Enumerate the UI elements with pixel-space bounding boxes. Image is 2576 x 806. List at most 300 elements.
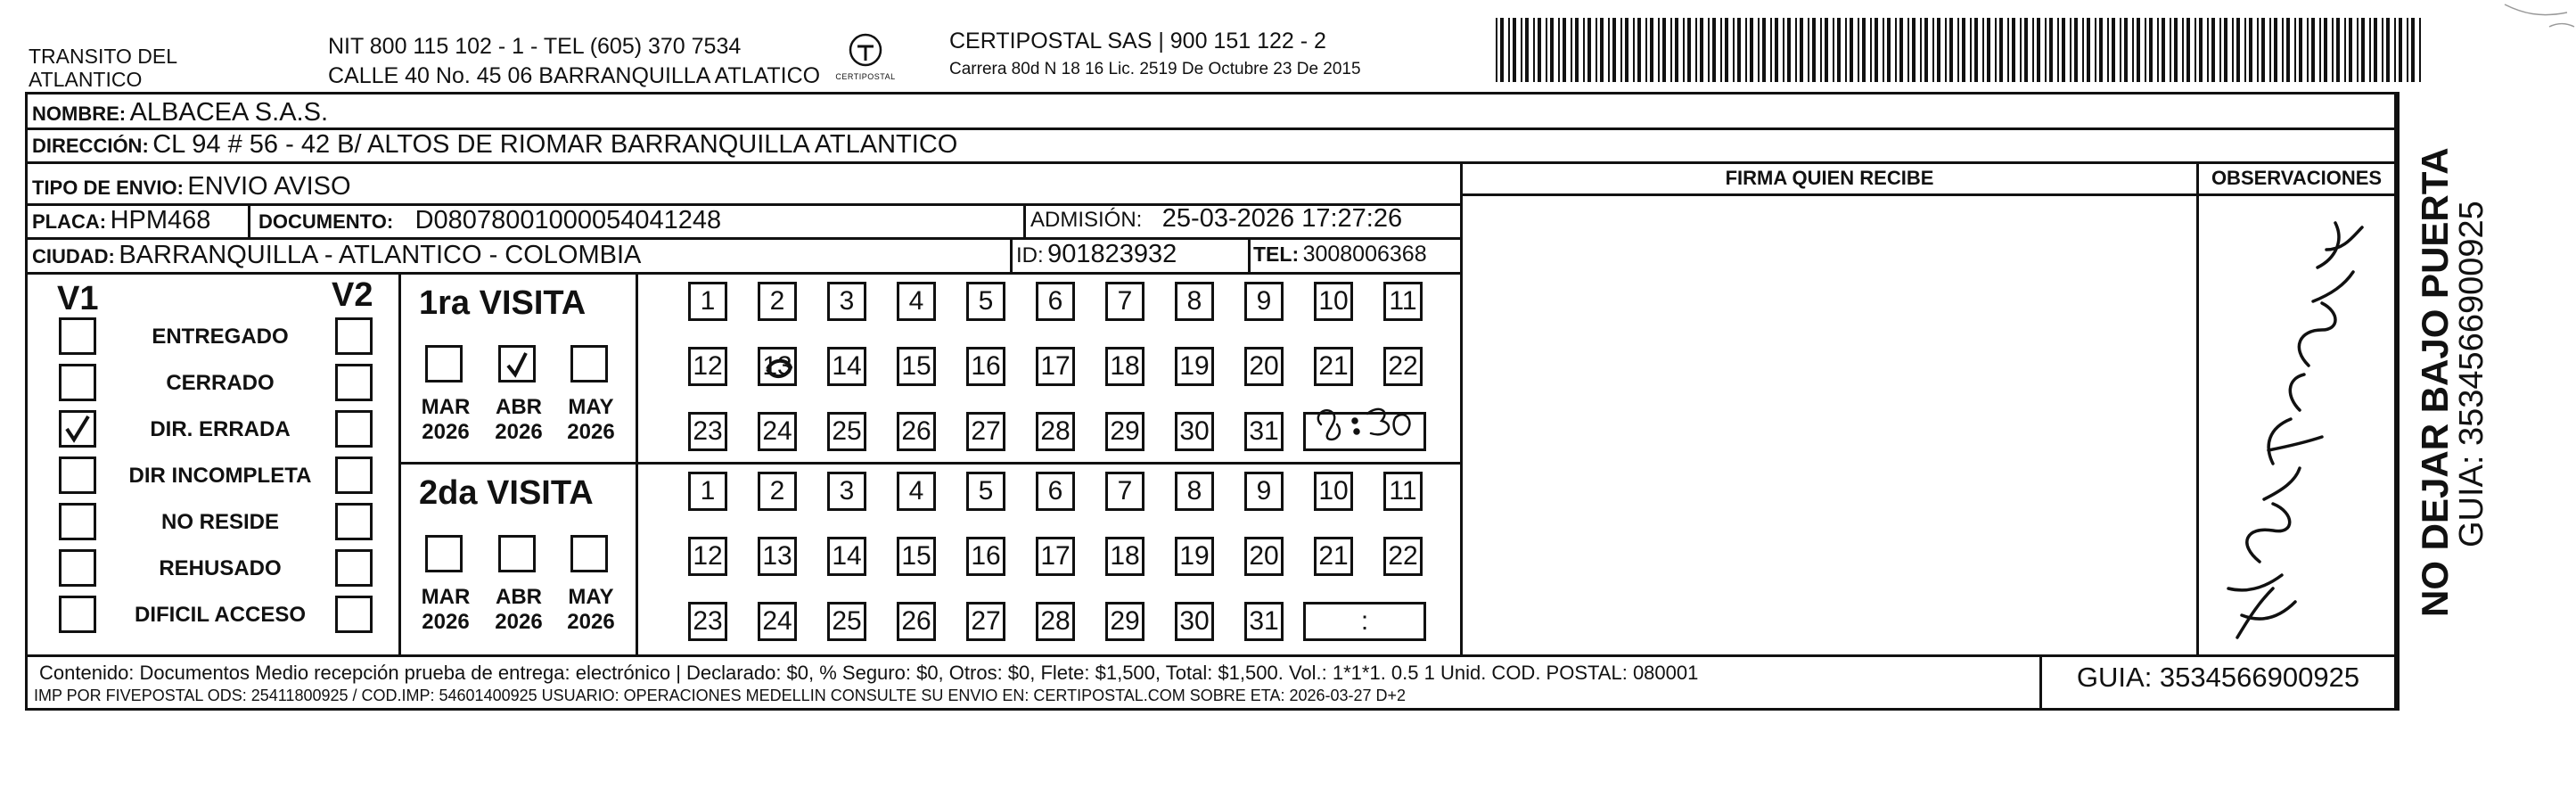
v1-checkbox[interactable] xyxy=(59,549,96,587)
barcode xyxy=(1496,18,2432,82)
barcode-bar xyxy=(2349,18,2352,82)
day-box[interactable]: 2 xyxy=(758,472,797,511)
barcode-bar xyxy=(2132,18,2134,82)
footer-print-line: IMP POR FIVEPOSTAL ODS: 25411800925 / COD.IMP: 54601400925 USUARIO: OPERACIONES MEDELLIN CONSULTE SU ENVIO EN: CERTIPOSTAL.COM SOBRE ETA: 2026-03-27 D+2 xyxy=(34,687,1407,704)
barcode-bar xyxy=(1762,18,1766,82)
barcode-bar xyxy=(1600,18,1604,82)
barcode-bar xyxy=(1887,18,1891,82)
barcode-bar xyxy=(1820,18,1822,82)
barcode-bar xyxy=(1800,18,1803,82)
day-box[interactable]: 14 xyxy=(827,537,866,576)
day-box[interactable]: 15 xyxy=(897,347,936,386)
barcode-bar xyxy=(2232,18,2234,82)
document-value: D08078001000054041248 xyxy=(414,206,722,234)
barcode-bar xyxy=(2149,18,2153,82)
day-box[interactable]: 9 xyxy=(1244,282,1284,321)
sender-name xyxy=(29,45,177,91)
month-label xyxy=(413,585,479,635)
day-box[interactable]: 5 xyxy=(966,472,1005,511)
day-box[interactable]: 18 xyxy=(1105,347,1144,386)
barcode-bar xyxy=(2012,18,2015,82)
day-box[interactable]: 30 xyxy=(1175,602,1214,641)
v2-checkbox[interactable] xyxy=(335,549,373,587)
checkmark-icon xyxy=(501,348,533,380)
barcode-bar xyxy=(2195,18,2196,82)
tel-field xyxy=(1253,242,1427,267)
recipient-address-label: DIRECCIÓN: xyxy=(32,135,149,157)
barcode-bar xyxy=(1907,18,1909,82)
day-box[interactable] xyxy=(758,347,797,386)
barcode-bar xyxy=(1949,18,1953,82)
tel-value: 3008006368 xyxy=(1302,242,1427,267)
reason-label: CERRADO xyxy=(166,371,275,395)
day-box[interactable]: 16 xyxy=(966,537,1005,576)
v2-checkbox[interactable] xyxy=(335,456,373,494)
day-box[interactable]: 17 xyxy=(1036,347,1075,386)
barcode-bar xyxy=(1945,18,1947,82)
day-box[interactable]: 22 xyxy=(1383,347,1423,386)
barcode-bar xyxy=(2224,18,2227,82)
barcode-bar xyxy=(1812,18,1816,82)
barcode-bar xyxy=(2095,18,2096,82)
v1-label: V1 xyxy=(57,280,99,317)
barcode-bar xyxy=(2120,18,2121,82)
shipping-type-label: TIPO DE ENVIO: xyxy=(32,177,184,199)
barcode-bar xyxy=(1957,18,1959,82)
barcode-bar xyxy=(1850,18,1853,82)
barcode-bar xyxy=(2344,18,2346,82)
id-field xyxy=(1016,240,1177,269)
month-label xyxy=(413,395,479,445)
barcode-bar xyxy=(2236,18,2240,82)
day-mark-icon xyxy=(764,353,794,383)
recipient-name-label: NOMBRE: xyxy=(32,103,127,125)
barcode-bar xyxy=(2186,18,2190,82)
day-box[interactable]: 27 xyxy=(966,602,1005,641)
barcode-bar xyxy=(1662,18,1666,82)
day-box[interactable]: 25 xyxy=(827,412,866,451)
barcode-bar xyxy=(1733,18,1735,82)
barcode-bar xyxy=(2269,18,2271,82)
day-box[interactable]: 4 xyxy=(897,282,936,321)
time-box[interactable]: : xyxy=(1303,602,1426,641)
day-box[interactable]: 24 xyxy=(758,412,797,451)
barcode-bar xyxy=(1645,18,1647,82)
reason-label: REHUSADO xyxy=(159,556,282,580)
day-box[interactable]: 28 xyxy=(1036,602,1075,641)
month-name: MAR xyxy=(421,585,471,609)
barcode-bar xyxy=(1825,18,1828,82)
barcode-bar xyxy=(1970,18,1972,82)
month-checkbox[interactable] xyxy=(498,345,536,382)
barcode-bar xyxy=(1858,18,1859,82)
barcode-bar xyxy=(1725,18,1728,82)
month-year: 2026 xyxy=(567,420,615,444)
day-box[interactable]: 19 xyxy=(1175,537,1214,576)
barcode-bar xyxy=(2199,18,2203,82)
barcode-bar xyxy=(1932,18,1934,82)
day-box[interactable]: 13 xyxy=(758,537,797,576)
v2-checkbox[interactable] xyxy=(335,410,373,448)
barcode-bar xyxy=(2324,18,2327,82)
barcode-bar xyxy=(2020,18,2022,82)
corner-scribble xyxy=(2496,0,2576,53)
month-name: MAY xyxy=(568,585,614,609)
barcode-bar xyxy=(2182,18,2184,82)
day-box[interactable]: 29 xyxy=(1105,412,1144,451)
month-checkbox[interactable] xyxy=(425,535,463,572)
barcode-bar xyxy=(2099,18,2103,82)
certipostal-logo-icon xyxy=(848,32,883,68)
barcode-bar xyxy=(1999,18,2003,82)
barcode-bar xyxy=(1787,18,1791,82)
barcode-bar xyxy=(1720,18,1722,82)
recipient-name-value: ALBACEA S.A.S. xyxy=(129,98,329,127)
barcode-bar xyxy=(2286,18,2290,82)
barcode-bar xyxy=(2394,18,2396,82)
barcode-bar xyxy=(1546,18,1547,82)
city-label: CIUDAD: xyxy=(32,245,115,267)
barcode-bar xyxy=(1750,18,1753,82)
courier-company: CERTIPOSTAL SAS | 900 151 122 - 2 xyxy=(949,29,1326,53)
admission-field xyxy=(1030,204,1402,234)
day-box[interactable]: 28 xyxy=(1036,412,1075,451)
day-box[interactable]: 9 xyxy=(1244,472,1284,511)
barcode-bar xyxy=(1596,18,1597,82)
barcode-bar xyxy=(2274,18,2277,82)
barcode-bar xyxy=(1513,18,1516,82)
barcode-bar xyxy=(1845,18,1847,82)
v2-checkbox[interactable] xyxy=(335,364,373,401)
barcode-bar xyxy=(1737,18,1741,82)
barcode-bar xyxy=(1571,18,1572,82)
id-value: 901823932 xyxy=(1047,240,1177,268)
day-box[interactable]: 30 xyxy=(1175,412,1214,451)
admission-value: 25-03-2026 17:27:26 xyxy=(1161,204,1403,233)
v1-checkbox[interactable] xyxy=(59,410,96,448)
barcode-bar xyxy=(1563,18,1566,82)
reason-label: DIFICIL ACCESO xyxy=(134,603,306,627)
barcode-bar xyxy=(2211,18,2215,82)
day-box[interactable]: 18 xyxy=(1105,537,1144,576)
barcode-bar xyxy=(2219,18,2221,82)
day-box[interactable]: 3 xyxy=(827,282,866,321)
barcode-bar xyxy=(2261,18,2265,82)
barcode-bar xyxy=(1637,18,1641,82)
barcode-bar xyxy=(2070,18,2071,82)
barcode-bar xyxy=(1758,18,1760,82)
barcode-bar xyxy=(1995,18,1997,82)
barcode-bar xyxy=(2419,18,2421,82)
day-box[interactable]: 22 xyxy=(1383,537,1423,576)
barcode-bar xyxy=(2024,18,2028,82)
barcode-bar xyxy=(2170,18,2171,82)
barcode-bar xyxy=(2037,18,2040,82)
barcode-bar xyxy=(2032,18,2034,82)
footer-content-line: Contenido: Documentos Medio recepción prueba de entrega: electrónico | Declarado: $0, % Seguro: $0, Otros: $0, Flete: $1,500, Total: $1,500. Vol.: 1*1*1. 0.5 1 Unid. COD. POSTAL: 080001 xyxy=(39,662,1699,684)
day-box[interactable]: 2 xyxy=(758,282,797,321)
day-box[interactable]: 7 xyxy=(1105,282,1144,321)
month-name: ABR xyxy=(496,395,542,419)
barcode-bar xyxy=(2087,18,2090,82)
barcode-bar xyxy=(1525,18,1529,82)
barcode-bar xyxy=(1833,18,1834,82)
barcode-bar xyxy=(1608,18,1610,82)
shipping-type-row xyxy=(32,172,351,202)
day-box[interactable]: 16 xyxy=(966,347,1005,386)
day-box[interactable]: 4 xyxy=(897,472,936,511)
barcode-bar xyxy=(1870,18,1872,82)
barcode-bar xyxy=(2107,18,2109,82)
barcode-bar xyxy=(2374,18,2377,82)
recipient-address-value: CL 94 # 56 - 42 B/ ALTOS DE RIOMAR BARRANQUILLA ATLANTICO xyxy=(152,130,958,159)
barcode-bar xyxy=(1974,18,1978,82)
reason-label: DIR. ERRADA xyxy=(150,417,291,441)
courier-info xyxy=(949,29,1361,79)
shipping-type-value: ENVIO AVISO xyxy=(187,172,351,201)
courier-license: Carrera 80d N 18 16 Lic. 2519 De Octubre 23 De 2015 xyxy=(949,60,1361,78)
day-box[interactable]: 29 xyxy=(1105,602,1144,641)
barcode-bar xyxy=(2307,18,2309,82)
day-box[interactable]: 21 xyxy=(1314,347,1353,386)
id-label: ID: xyxy=(1016,243,1044,267)
day-box[interactable]: 8 xyxy=(1175,472,1214,511)
barcode-bar xyxy=(1712,18,1716,82)
reason-label: DIR INCOMPLETA xyxy=(128,464,312,488)
handwritten-time xyxy=(1309,398,1415,444)
barcode-bar xyxy=(2145,18,2146,82)
barcode-bar xyxy=(2319,18,2321,82)
barcode-bar xyxy=(1675,18,1678,82)
day-number: 13 xyxy=(762,351,792,381)
month-checkbox[interactable] xyxy=(570,345,608,382)
plate-value: HPM468 xyxy=(110,206,211,234)
barcode-bar xyxy=(1775,18,1778,82)
month-year: 2026 xyxy=(495,610,543,634)
day-box[interactable]: 31 xyxy=(1244,412,1284,451)
handwritten-observation xyxy=(2211,196,2389,651)
day-box[interactable]: 6 xyxy=(1036,472,1075,511)
month-label xyxy=(486,395,552,445)
reason-label: NO RESIDE xyxy=(160,510,280,534)
barcode-bar xyxy=(1912,18,1916,82)
barcode-bar xyxy=(1795,18,1797,82)
barcode-bar xyxy=(2411,18,2415,82)
sender-name-line2: ATLANTICO xyxy=(29,68,143,91)
city-value: BARRANQUILLA - ATLANTICO - COLOMBIA xyxy=(119,241,642,269)
barcode-bar xyxy=(2336,18,2340,82)
v1-checkbox[interactable] xyxy=(59,364,96,401)
barcode-bar xyxy=(2382,18,2383,82)
sender-name-line1: TRANSITO DEL xyxy=(29,45,177,68)
v1-checkbox[interactable] xyxy=(59,456,96,494)
document-field xyxy=(258,206,721,235)
logo-text: CERTIPOSTAL xyxy=(835,72,896,81)
month-year: 2026 xyxy=(422,420,470,444)
barcode-bar xyxy=(1695,18,1697,82)
day-box[interactable]: 21 xyxy=(1314,537,1353,576)
barcode-bar xyxy=(1895,18,1897,82)
barcode-bar xyxy=(1808,18,1809,82)
day-box[interactable]: 23 xyxy=(688,602,727,641)
day-box[interactable]: 1 xyxy=(688,472,727,511)
day-box[interactable]: 10 xyxy=(1314,472,1353,511)
barcode-bar xyxy=(2332,18,2334,82)
day-box[interactable]: 17 xyxy=(1036,537,1075,576)
barcode-bar xyxy=(2249,18,2252,82)
barcode-bar xyxy=(2174,18,2178,82)
v2-checkbox[interactable] xyxy=(335,596,373,633)
barcode-bar xyxy=(2369,18,2371,82)
month-name: ABR xyxy=(496,585,542,609)
day-box[interactable]: 14 xyxy=(827,347,866,386)
month-checkbox[interactable] xyxy=(425,345,463,382)
barcode-bar xyxy=(1508,18,1510,82)
day-box[interactable]: 7 xyxy=(1105,472,1144,511)
v1-checkbox[interactable] xyxy=(59,503,96,540)
day-box[interactable]: 10 xyxy=(1314,282,1353,321)
barcode-bar xyxy=(1937,18,1940,82)
barcode-bar xyxy=(2162,18,2165,82)
barcode-bar xyxy=(1883,18,1884,82)
barcode-bar xyxy=(1683,18,1685,82)
barcode-bar xyxy=(2007,18,2009,82)
sender-address: CALLE 40 No. 45 06 BARRANQUILLA ATLATICO xyxy=(328,63,821,88)
barcode-bar xyxy=(2294,18,2296,82)
visit-title: 1ra VISITA xyxy=(419,284,587,322)
barcode-bar xyxy=(1899,18,1903,82)
barcode-bar xyxy=(1783,18,1784,82)
day-box[interactable]: 12 xyxy=(688,537,727,576)
barcode-bar xyxy=(1658,18,1660,82)
barcode-bar xyxy=(2157,18,2159,82)
barcode-bar xyxy=(2257,18,2259,82)
admission-label: ADMISIÓN: xyxy=(1030,208,1143,232)
barcode-bar xyxy=(2057,18,2059,82)
month-label xyxy=(558,395,624,445)
barcode-bar xyxy=(2244,18,2246,82)
sender-nit: NIT 800 115 102 - 1 - TEL (605) 370 7534 xyxy=(328,34,742,59)
barcode-bar xyxy=(2082,18,2084,82)
visit-title: 2da VISITA xyxy=(419,474,594,512)
v1-checkbox[interactable] xyxy=(59,317,96,355)
month-checkbox[interactable] xyxy=(498,535,536,572)
barcode-bar xyxy=(1583,18,1585,82)
barcode-bar xyxy=(2207,18,2209,82)
day-box[interactable]: 15 xyxy=(897,537,936,576)
month-year: 2026 xyxy=(422,610,470,634)
barcode-bar xyxy=(1837,18,1841,82)
day-box[interactable]: 20 xyxy=(1244,537,1284,576)
barcode-bar xyxy=(1620,18,1622,82)
barcode-bar xyxy=(2407,18,2408,82)
v1-checkbox[interactable] xyxy=(59,596,96,633)
plate-label: PLACA: xyxy=(32,210,107,233)
day-box[interactable]: 8 xyxy=(1175,282,1214,321)
barcode-bar xyxy=(1862,18,1866,82)
barcode-bar xyxy=(2357,18,2359,82)
tel-label: TEL: xyxy=(1253,243,1300,266)
barcode-bar xyxy=(2386,18,2390,82)
side-guia: GUIA: 3534566900925 xyxy=(2453,201,2490,547)
barcode-bar xyxy=(2137,18,2140,82)
barcode-bar xyxy=(1700,18,1703,82)
city-field xyxy=(32,241,641,270)
v2-checkbox[interactable] xyxy=(335,317,373,355)
document-label: DOCUMENTO: xyxy=(258,210,394,233)
barcode-bar xyxy=(1625,18,1628,82)
day-box[interactable]: 3 xyxy=(827,472,866,511)
barcode-bar xyxy=(1670,18,1672,82)
barcode-bar xyxy=(1550,18,1554,82)
v2-checkbox[interactable] xyxy=(335,503,373,540)
barcode-bar xyxy=(1496,18,1497,82)
observations-column-header: OBSERVACIONES xyxy=(2211,167,2383,189)
sender-info xyxy=(328,34,820,89)
barcode-bar xyxy=(1538,18,1541,82)
barcode-bar xyxy=(1982,18,1984,82)
footer-guia: GUIA: 3534566900925 xyxy=(2076,662,2360,693)
day-box[interactable]: 23 xyxy=(688,412,727,451)
barcode-bar xyxy=(2299,18,2302,82)
month-year: 2026 xyxy=(495,420,543,444)
barcode-bar xyxy=(1687,18,1691,82)
reason-label: ENTREGADO xyxy=(152,325,289,349)
day-box[interactable]: 26 xyxy=(897,602,936,641)
barcode-bar xyxy=(1612,18,1616,82)
barcode-bar xyxy=(2124,18,2128,82)
barcode-bar xyxy=(1770,18,1772,82)
barcode-bar xyxy=(1650,18,1653,82)
day-box[interactable]: 27 xyxy=(966,412,1005,451)
day-box[interactable]: 31 xyxy=(1244,602,1284,641)
barcode-bar xyxy=(1745,18,1747,82)
day-box[interactable]: 1 xyxy=(688,282,727,321)
month-label xyxy=(558,585,624,635)
barcode-bar xyxy=(1962,18,1965,82)
barcode-bar xyxy=(1633,18,1635,82)
recipient-name-row xyxy=(32,98,328,127)
barcode-bar xyxy=(2361,18,2365,82)
day-box[interactable]: 20 xyxy=(1244,347,1284,386)
day-box[interactable]: 6 xyxy=(1036,282,1075,321)
barcode-bar xyxy=(2062,18,2065,82)
month-name: MAY xyxy=(568,395,614,419)
day-box[interactable]: 11 xyxy=(1383,472,1423,511)
checkmark-icon xyxy=(62,413,94,445)
day-box[interactable]: 12 xyxy=(688,347,727,386)
day-box[interactable]: 25 xyxy=(827,602,866,641)
barcode-bar xyxy=(2311,18,2315,82)
day-box[interactable]: 11 xyxy=(1383,282,1423,321)
day-box[interactable]: 24 xyxy=(758,602,797,641)
month-year: 2026 xyxy=(567,610,615,634)
barcode-bar xyxy=(1708,18,1710,82)
month-checkbox[interactable] xyxy=(570,535,608,572)
barcode-bar xyxy=(1875,18,1878,82)
day-box[interactable]: 19 xyxy=(1175,347,1214,386)
barcode-bar xyxy=(2282,18,2284,82)
day-box[interactable]: 5 xyxy=(966,282,1005,321)
v2-label: V2 xyxy=(332,276,373,314)
barcode-bar xyxy=(1500,18,1504,82)
barcode-bar xyxy=(1533,18,1535,82)
side-notice: NO DEJAR BAJO PUERTA xyxy=(2414,147,2456,617)
day-box[interactable]: 26 xyxy=(897,412,936,451)
barcode-bar xyxy=(1521,18,1522,82)
recipient-address-row xyxy=(32,130,957,160)
barcode-bar xyxy=(2045,18,2047,82)
